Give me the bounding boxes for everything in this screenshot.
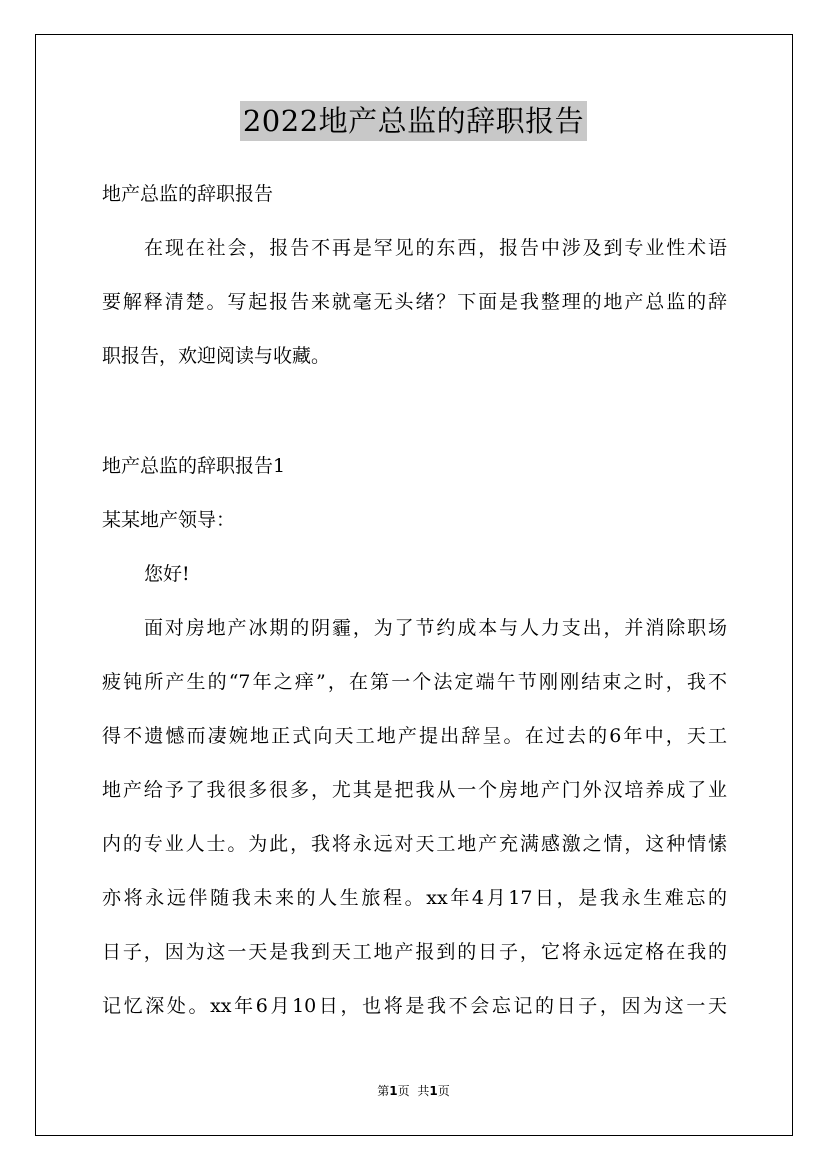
salutation: 某某地产领导： [102,509,236,531]
intro-line: 要解释清楚。写起报告来就毫无头绪？下面是我整理的地产总监的辞 [102,291,727,313]
section-heading: 地产总监的辞职报告1 [102,455,286,477]
body-line: 日子，因为这一天是我到天工地产报到的日子，它将永远定格在我的 [102,941,727,963]
page-footer [0,1083,827,1099]
title-container [0,101,827,141]
greeting: 您好! [144,563,190,585]
body-line: 地产给予了我很多很多，尤其是把我从一个房地产门外汉培养成了业 [102,779,727,801]
total-prefix: 共 [417,1084,430,1098]
intro-line: 职报告，欢迎阅读与收藏。 [102,345,331,367]
document-title: 2022地产总监的辞职报告 [240,101,587,141]
body-line: 疲钝所产生的“7年之痒”，在第一个法定端午节刚刚结束之时，我不 [102,671,727,693]
body-line: 面对房地产冰期的阴霾，为了节约成本与人力支出，并消除职场 [144,617,727,639]
body-line: 亦将永远伴随我未来的人生旅程。xx年4月17日，是我永生难忘的 [102,887,727,909]
total-suffix: 页 [437,1084,450,1098]
body-line: 得不遗憾而凄婉地正式向天工地产提出辞呈。在过去的6年中，天工 [102,725,727,747]
page-suffix: 页 [397,1084,410,1098]
document-subtitle: 地产总监的辞职报告 [102,183,274,205]
body-line: 内的专业人士。为此，我将永远对天工地产充满感激之情，这种情愫 [102,833,727,855]
body-line: 记忆深处。xx年6月10日，也将是我不会忘记的日子，因为这一天 [102,995,727,1017]
page-number: 1 [389,1084,398,1098]
intro-line: 在现在社会，报告不再是罕见的东西，报告中涉及到专业性术语 [144,237,727,259]
page-prefix: 第 [377,1084,390,1098]
total-number: 1 [429,1084,438,1098]
